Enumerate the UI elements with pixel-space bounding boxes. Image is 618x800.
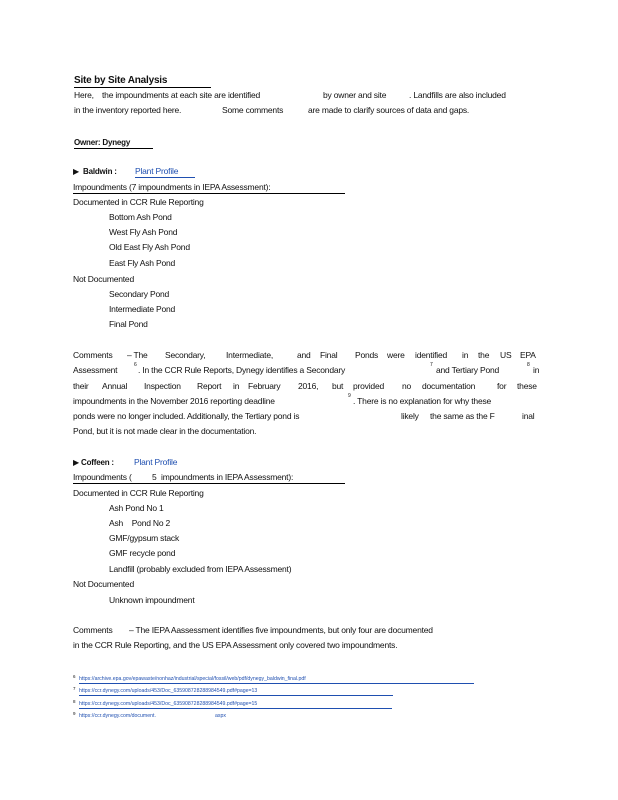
comment-text: Assessment	[73, 365, 118, 375]
footnote-number: 6	[73, 674, 76, 679]
comment-word: their	[73, 381, 89, 391]
triangle-right-icon: ▶	[73, 458, 79, 467]
comment-word: but	[332, 381, 344, 391]
comment-word: in	[462, 350, 469, 360]
intro-text: . Landfills are also included	[409, 90, 506, 100]
comment-word: Comments	[73, 350, 113, 360]
footnote-link[interactable]: https://ccr.dynegy.com/uploads/453/Doc_635908728288984549.pdf#page=13	[79, 688, 393, 696]
footnote-link-tail[interactable]: aspx	[215, 713, 226, 719]
comment-word: Ponds	[355, 350, 379, 360]
list-item: Unknown impoundment	[109, 595, 195, 605]
comment-text: likely	[401, 411, 419, 421]
comment-word: February	[248, 381, 281, 391]
page-title: Site by Site Analysis	[74, 75, 211, 88]
intro-text: in the inventory reported here.	[74, 105, 182, 115]
not-documented-label: Not Documented	[73, 579, 134, 589]
plant-profile-link-baldwin[interactable]: Plant Profile	[135, 166, 195, 178]
comment-text: and Tertiary Pond	[436, 365, 500, 375]
comment-word: Final	[320, 350, 338, 360]
intro-text: by owner and site	[323, 90, 387, 100]
not-documented-label: Not Documented	[73, 274, 134, 284]
comment-word: US	[500, 350, 512, 360]
comment-word: Annual	[102, 381, 128, 391]
comment-word: Secondary,	[165, 350, 206, 360]
comment-word: EPA	[520, 350, 536, 360]
list-item: GMF/gypsum stack	[109, 533, 180, 543]
comment-text: the same as the F	[430, 411, 495, 421]
list-item: Ash Pond No 2	[109, 518, 171, 528]
comment-word: Intermediate,	[226, 350, 274, 360]
documented-label: Documented in CCR Rule Reporting	[73, 197, 204, 207]
intro-text: the impoundments at each site are identified	[102, 90, 260, 100]
comment-text: ponds were no longer included. Additionally, the Tertiary pond is	[73, 411, 300, 421]
site-name-baldwin: Baldwin :	[83, 167, 117, 176]
comment-text: in the CCR Rule Reporting, and the US EPA Assessment only covered two impoundments.	[73, 640, 398, 650]
intro-text: Some comments	[222, 105, 284, 115]
comment-word: and	[297, 350, 311, 360]
comment-word: in	[233, 381, 240, 391]
triangle-right-icon: ▶	[73, 167, 79, 176]
plant-profile-link-coffeen[interactable]: Plant Profile	[134, 457, 178, 467]
list-item: Final Pond	[109, 319, 148, 329]
comment-word: no	[402, 381, 412, 391]
comment-text: inal	[522, 411, 535, 421]
list-item: Intermediate Pond	[109, 304, 176, 314]
impoundments-count: 5	[152, 472, 157, 482]
comment-word: 2016,	[298, 381, 319, 391]
impoundments-heading: Impoundments (	[73, 472, 132, 482]
list-item: Ash Pond No 1	[109, 503, 164, 513]
intro-text: are made to clarify sources of data and gaps.	[308, 105, 470, 115]
comment-text: . There is no explanation for why these	[353, 396, 492, 406]
comment-word: for	[497, 381, 507, 391]
list-item: West Fly Ash Pond	[109, 227, 178, 237]
footnote-ref: 6	[134, 362, 137, 368]
comment-word: identified	[415, 350, 448, 360]
comment-text: – The IEPA Aassessment identifies five impoundments, but only four are documented	[129, 625, 433, 635]
comment-text: Comments	[73, 625, 113, 635]
footnote-ref: 9	[348, 393, 351, 399]
footnote-ref: 7	[430, 362, 433, 368]
comment-word: Inspection	[144, 381, 181, 391]
list-item: Bottom Ash Pond	[109, 212, 172, 222]
impoundments-heading: impoundments in IEPA Assessment):	[161, 472, 294, 482]
footnote-number: 8	[73, 699, 76, 704]
comment-text: in	[533, 365, 540, 375]
comment-text: impoundments in the November 2016 reporting deadline	[73, 396, 275, 406]
site-name-coffeen: Coffeen :	[81, 458, 114, 467]
footnote-number: 7	[73, 686, 76, 691]
comment-word: the	[478, 350, 490, 360]
footnote-link[interactable]: https://ccr.dynegy.com/document.	[79, 713, 156, 719]
comment-word: these	[517, 381, 537, 391]
comment-text: . In the CCR Rule Reports, Dynegy identifies a Secondary	[138, 365, 346, 375]
comment-word: documentation	[422, 381, 476, 391]
footnote-link[interactable]: https://ccr.dynegy.com/uploads/453/Doc_635908728288984549.pdf#page=15	[79, 701, 392, 709]
footnote-ref: 8	[527, 362, 530, 368]
comment-word: Report	[197, 381, 222, 391]
list-item: Old East Fly Ash Pond	[109, 242, 190, 252]
footnote-number: 9	[73, 711, 76, 716]
list-item: GMF recycle pond	[109, 548, 176, 558]
intro-text: Here,	[74, 90, 94, 100]
owner-heading: Owner: Dynegy	[74, 137, 153, 149]
underline-rule	[73, 483, 345, 484]
list-item: Secondary Pond	[109, 289, 170, 299]
comment-text: Pond, but it is not made clear in the documentation.	[73, 426, 257, 436]
comment-word: – The	[127, 350, 148, 360]
comment-word: were	[387, 350, 405, 360]
comment-word: provided	[353, 381, 385, 391]
footnote-link[interactable]: https://archive.epa.gov/epawaste/nonhaz/industrial/special/fossil/web/pdf/dynegy_baldwin_final.pdf	[79, 676, 474, 684]
documented-label: Documented in CCR Rule Reporting	[73, 488, 204, 498]
list-item: Landfill (probably excluded from IEPA Assessment)	[109, 564, 292, 574]
impoundments-heading: Impoundments (7 impoundments in IEPA Assessment):	[73, 182, 345, 194]
list-item: East Fly Ash Pond	[109, 258, 176, 268]
